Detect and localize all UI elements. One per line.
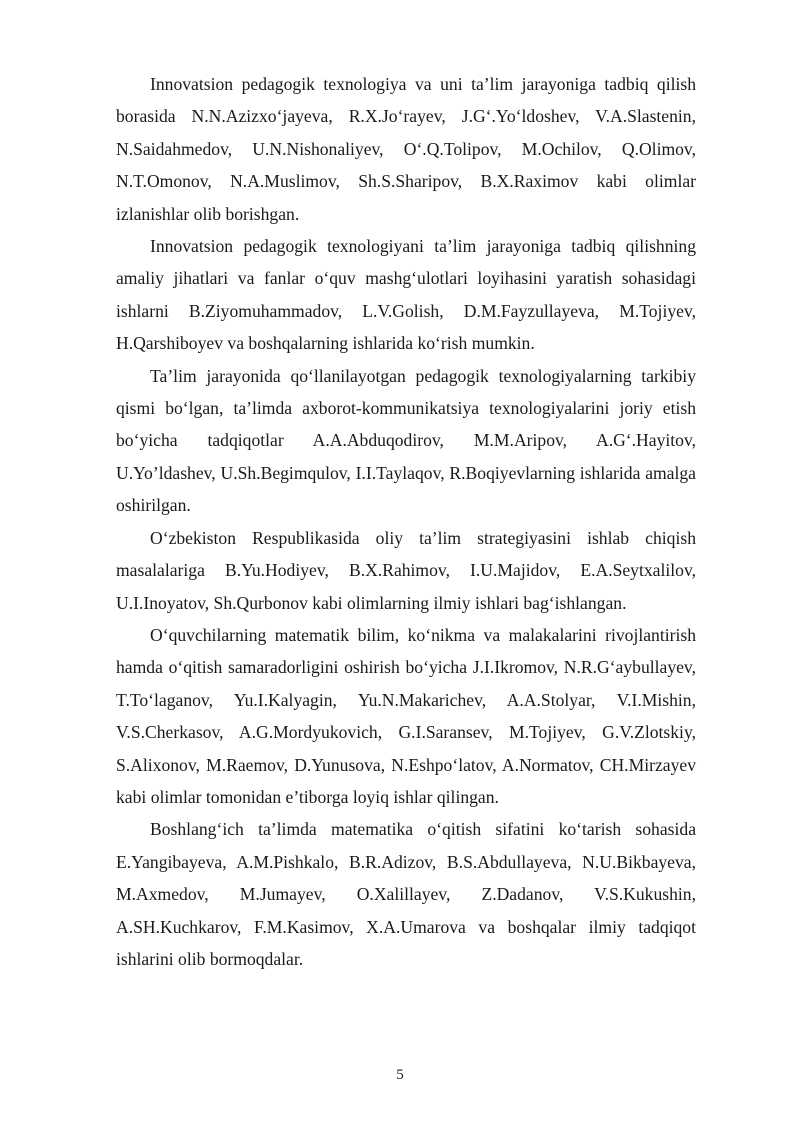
paragraph-4: O‘zbekiston Respublikasida oliy ta’lim strategiyasini ishlab chiqish masalalariga B.Yu.Hodiyev, B.X.Rahimov, I.U.Majidov, E.A.Seytxalilov, U.I.Inoyatov, Sh.Qurbonov kabi olimlarning ilmiy ishlari bag‘ishlangan. xyxy=(116,527,696,613)
paragraph-2: Innovatsion pedagogik texnologiyani ta’lim jarayoniga tadbiq qilishning amaliy jihatlari va fanlar o‘quv mashg‘ulotlari loyihasini yaratish sohasidagi ishlarni B.Ziyomuhammadov, L.V.Golish, D.M.Fayzullayeva, M.Tojiyev, H.Qarshiboyev va boshqalarning ishlarida ko‘rish mumkin. xyxy=(116,236,696,354)
page-number: 5 xyxy=(396,1067,404,1083)
document-body xyxy=(116,68,696,975)
paragraph-5: O‘quvchilarning matematik bilim, ko‘nikma va malakalarini rivojlantirish hamda o‘qitish samaradorligini oshirish bo‘yicha J.I.Ikromov, N.R.G‘aybullayev, T.To‘laganov, Yu.I.Kalyagin, Yu.N.Makarichev, A.A.Stolyar, V.I.Mishin, V.S.Cherkasov, A.G.Mordyukovich, G.I.Saransev, M.Tojiyev, G.V.Zlotskiy, S.Alixonov, M.Raemov, D.Yunusova, N.Eshpo‘latov, A.Normatov, CH.Mirzayev kabi olimlar tomonidan e’tiborga loyiq ishlar qilingan. xyxy=(116,624,696,807)
paragraph-1: Innovatsion pedagogik texnologiya va uni ta’lim jarayoniga tadbiq qilish borasida N.N.Azizxo‘jayeva, R.X.Jo‘rayev, J.G‘.Yo‘ldoshev, V.A.Slastenin, N.Saidahmedov, U.N.Nishonaliyev, O‘.Q.Tolipov, M.Ochilov, Q.Olimov, N.T.Omonov, N.A.Muslimov, Sh.S.Sharipov, B.X.Raximov kabi olimlar izlanishlar olib borishgan. xyxy=(116,74,696,224)
paragraph-3: Ta’lim jarayonida qo‘llanilayotgan pedagogik texnologiyalarning tarkibiy qismi bo‘lgan, ta’limda axborot-kommunikatsiya texnologiyalarini joriy etish bo‘yicha tadqiqotlar A.A.Abduqodirov, M.M.Aripov, A.G‘.Hayitov, U.Yo’ldashev, U.Sh.Begimqulov, I.I.Taylaqov, R.Boqiyevlarning ishlarida amalga oshirilgan. xyxy=(116,365,696,516)
paragraph-6: Boshlang‘ich ta’limda matematika o‘qitish sifatini ko‘tarish sohasida E.Yangibayeva, A.M.Pishkalo, B.R.Adizov, B.S.Abdullayeva, N.U.Bikbayeva, M.Axmedov, M.Jumayev, O.Xalillayev, Z.Dadanov, V.S.Kukushin, A.SH.Kuchkarov, F.M.Kasimov, X.A.Umarova va boshqalar ilmiy tadqiqot ishlarini olib bormoqdalar. xyxy=(116,819,696,969)
